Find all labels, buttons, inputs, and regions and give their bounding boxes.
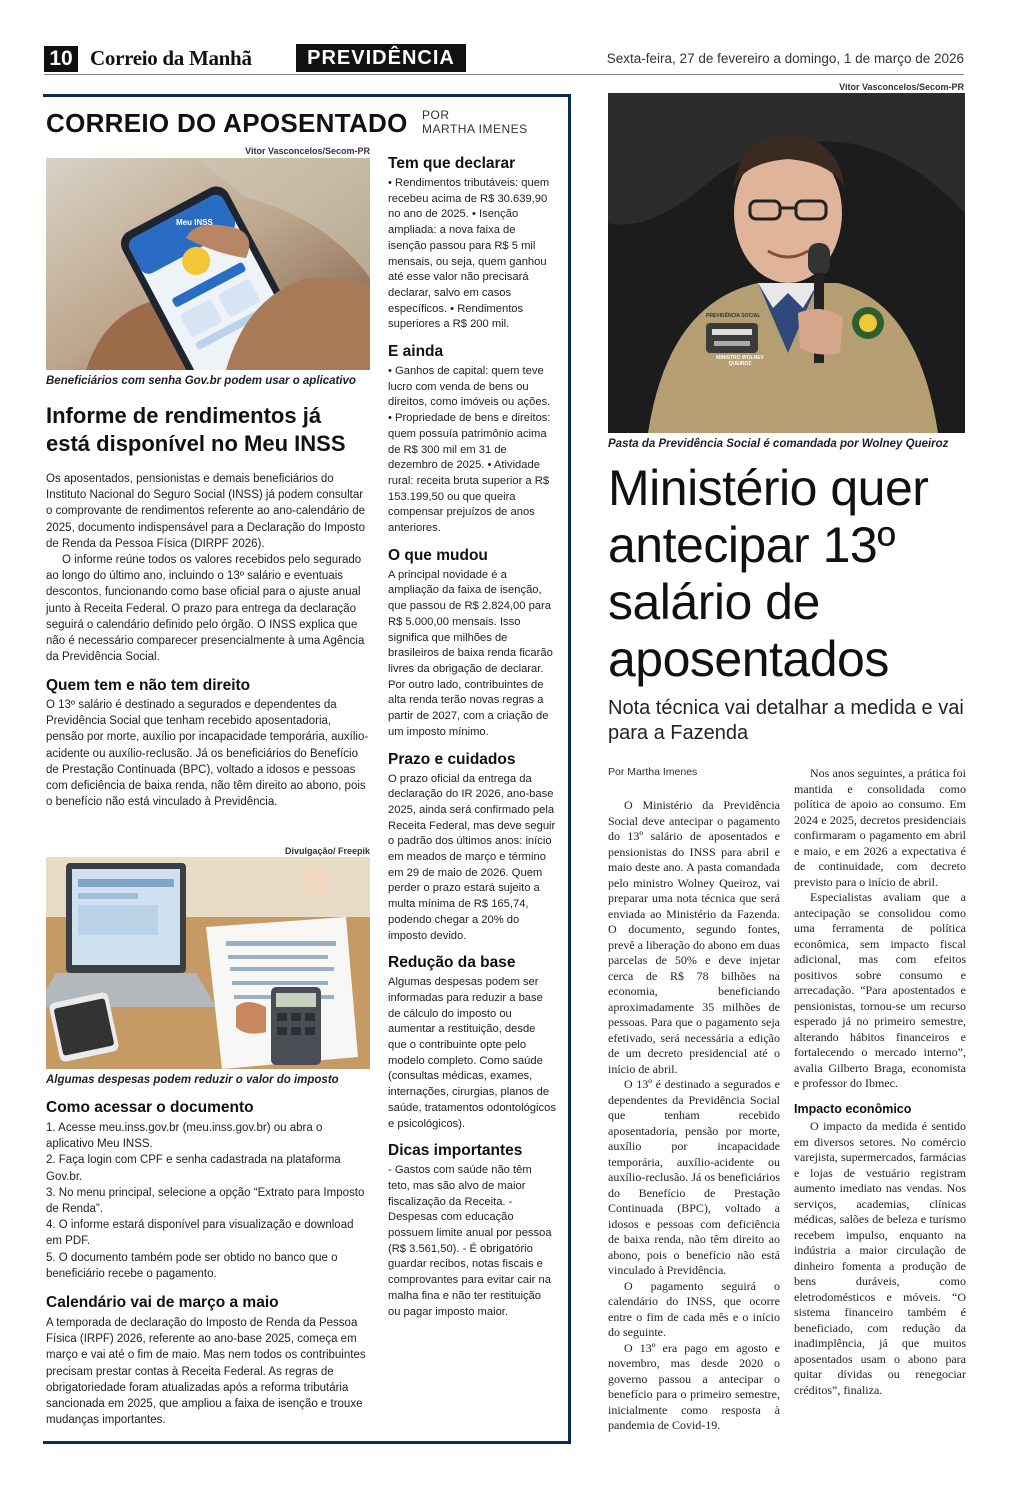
left-intro [46,471,372,665]
sidebar-column [388,155,556,1320]
sub-calendar: Calendário vai de março a maio [46,1294,279,1311]
mid-text-4: O prazo oficial da entrega da declaração do IR 2026, ano-base 2025, ainda será confirmado pela Receita Federal, mas deve seguir o padrão dos últimos anos: início em meados de março e término em 29 de maio de 2026. Quem perder o prazo estará sujeito a multa mínima de R$ 165,74, podendo chegar a 20% do imposto devido. [388,772,556,942]
sub-who-has-right: Quem tem e não tem direito [46,677,251,694]
mid-text-5: Algumas despesas podem ser informadas para reduzir a base de cálculo do imposto ou aumentar a restituição, desde que o contribuinte opte pelo modelo completo. Como saúde (consultas médicas, exames, internações, cirurgias, planos de saúde, tratamentos odontológicos e psicológicos). [388,976,556,1130]
phone-illustration [46,158,370,370]
box-top-rule [43,94,571,97]
laptop-photo [46,857,370,1069]
main-para-2: O 13º é destinado a segurados e dependentes da Previdência Social que tenham recebido aposentadoria, pensão por morte, auxílio por incapacidade temporária, auxílio-acidente ou auxílio-reclusão. Já os beneficiários do Benefício de Prestação Continuada (BPC), voltado a idosos e pessoas com deficiência de baixa renda, não têm direito ao abono, pois o benefício não está vinculado à Previdência. [608,1077,780,1277]
newspaper-name: Correio da Manhã [90,46,252,70]
vest-label: MINISTRO WOLNEY QUEIROZ [716,355,764,367]
mid-text-3: A principal novidade é a ampliação da faixa de isenção, que passou de R$ 2.824,00 para R$ 5.000,00 mensais. Isso significa que milhões de brasileiros de baixa renda ficarão livres da obrigação de declarar. Por outro lado, contribuintes de alta renda terão novas regras a partir de 2027, com a criação de um imposto mínimo. [388,568,553,738]
mid-title-4: Prazo e cuidados [388,750,516,768]
masthead-rule [44,74,964,75]
main-para-1: O Ministério da Previdência Social deve antecipar o pagamento do 13º salário de aposentados e pensionistas do INSS para abril e maio deste ano. A pasta comandada pelo ministro Wolney Queiroz, vai preparar uma nota técnica que será enviada ao Ministério da Fazenda. O documento, segundo fontes, prevê a liberação do abono em duas parcelas de 50% e deve injetar cerca de R$ 78 bilhões na economia, beneficiando aproximadamente 35 milhões de pessoas. Para que o pagamento seja efetivado, será necessária a edição de um decreto presidencial até o início de abril. [608,798,780,1076]
box-right-rule [568,94,571,1444]
main-para-5: Nos anos seguintes, a prática foi mantida e consolidada como política de apoio ao consumo. Em 2024 e 2025, decretos presidenciais confirmaram o pagamento em abril e maio, e em 2026 a expectativa é de continuidade, com decreto previsto para o início de abril. [794,766,966,889]
mid-title-6: Dicas importantes [388,1142,523,1160]
main-byline: Por Martha Imenes [608,766,698,778]
photo2-credit: Divulgação/ Freepik [284,846,370,856]
mid-title-1: Tem que declarar [388,155,516,172]
mid-title-3: O que mudou [388,546,488,564]
page-number: 10 [44,46,78,72]
who-has-right-text: O 13º salário é destinado a segurados e dependentes da Previdência Social que tenham recebido aposentadoria, pensão por morte, auxílio por incapacidade temporária, auxílio-acidente ou auxílio-reclusão. Já os beneficiários do Benefício de Prestação Continuada (BPC), voltado a idosos e pessoas com deficiência de baixa renda, não têm direito ao abono, pois o benefício não está vinculado à Previdência. [46,699,369,809]
intro-para-1: Os aposentados, pensionistas e demais beneficiários do Instituto Nacional do Seguro Social (INSS) já podem consultar o comprovante de rendimentos referente ao ano-calendário de 2025, documento indispensável para a Declaração do Imposto de Renda da Pessoa Física (DIRPF 2026). [46,473,366,550]
phone-app-label: Meu INSS [176,218,213,227]
step-5: 5. O documento também pode ser obtido no banco que o beneficiário recebe o pagamento. [46,1251,338,1280]
right-photo-credit: Vitor Vasconcelos/Secom-PR [839,82,964,92]
step-1: 1. Acesse meu.inss.gov.br (meu.inss.gov.br) ou abra o aplicativo Meu INSS. [46,1122,323,1151]
phone-photo [46,158,370,370]
column-byline [422,108,528,136]
mid-title-2: E ainda [388,343,444,361]
photo1-caption: Beneficiários com senha Gov.br podem usar o aplicativo [46,375,356,387]
main-col-2 [794,766,966,1398]
main-headline: Ministério quer antecipar 13º salário de aposentados [608,460,929,687]
mid-title-5: Redução da base [388,954,516,972]
photo1-credit: Vitor Vasconcelos/Secom-PR [245,146,370,156]
vest-badge: PREVIDÊNCIA SOCIAL [706,313,761,319]
dateline: Sexta-feira, 27 de fevereiro a domingo, 1 de março de 2026 [606,51,964,66]
main-para-4: O 13º era pago em agosto e novembro, mas desde 2020 o governo passou a antecipar o benefício para o primeiro semestre, inicialmente como resposta à pandemia de Covid-19. [608,1340,780,1432]
left-headline: Informe de rendimentos já está disponível no Meu INSS [46,403,346,456]
main-subtitle: Nota técnica vai detalhar a medida e vai para a Fazenda [608,697,964,744]
sub-how-to-access: Como acessar o documento [46,1099,254,1116]
main-col-1 [608,798,780,1434]
sub-economic-impact: Impacto econômico [794,1101,912,1116]
step-3: 3. No menu principal, selecione a opção “Extrato para Imposto de Renda”. [46,1186,365,1216]
main-para-3: O pagamento seguirá o calendário do INSS, que ocorre entre o fim de cada mês e o início do seguinte. [608,1278,780,1339]
byline-por: POR [422,108,450,122]
step-4: 4. O informe estará disponível para visualização e download em PDF. [46,1219,354,1248]
byline-author: MARTHA IMENES [422,122,528,136]
photo2-caption: Algumas despesas podem reduzir o valor do imposto [46,1074,339,1086]
mid-text-2: • Ganhos de capital: quem teve lucro com venda de bens ou direitos, como imóveis ou ações. • Propriedade de bens e direitos: quem possuía patrimônio acima de R$ 300 mil em 31 de dezembro de 2025. • Atividade rural: receita bruta superior a R$ 153.199,50 ou que queira compensar prejuízos de anos anteriores. [388,365,551,535]
box-bottom-rule [43,1441,571,1444]
column-title: CORREIO DO APOSENTADO [46,108,408,138]
minister-illustration [608,93,965,433]
laptop-illustration [46,857,370,1069]
intro-para-2: O informe reúne todos os valores recebidos pelo segurado ao longo do último ano, incluindo o 13º salário e eventuais descontos, funcionando como base oficial para o ajuste anual junto à Receita Federal. O prazo para entrega da declaração seguirá o calendário definido pelo órgão. O INSS explica que não é necessário comparecer presencialmente à uma Agência da Previdência Social. [46,554,365,664]
right-photo-caption: Pasta da Previdência Social é comandada por Wolney Queiroz [608,438,949,450]
main-para-6: Especialistas avaliam que a antecipação se consolidou como uma ferramenta de política econômica, sem impacto fiscal adicional, mas com efeitos positivos sobre consumo e arrecadação. “Para apostentados e pensionistas, tornou-se um recurso esperado já no primeiro semestre, alterando hábitos financeiros e fortalecendo o mercado interno”, avalia Gilberto Braga, economista e professor do Ibmec. [794,890,966,1090]
step-2: 2. Faça login com CPF e senha cadastrada na plataforma Gov.br. [46,1154,341,1183]
main-para-7: O impacto da medida é sentido em diversos setores. No comércio varejista, supermercados, farmácias e lojas de vestuário registram aumento imediato nas vendas. Nos serviços, academias, clínicas médicas, salões de beleza e turismo recebem impulso, enquanto na indústria a maior circulação de dinheiro fomenta a produção de bens duráveis, como eletrodomésticos e móveis. “O sistema financeiro também é beneficiado, com redução da inadimplência, já que muitos aposentados usam o abono para quitar dívidas ou renegociar créditos”, finaliza. [794,1119,966,1397]
calendar-text: A temporada de declaração do Imposto de Renda da Pessoa Física (IRPF) 2026, referente ao ano-base 2025, começa em março e vai até o fim de maio. Mas nem todos os contribuintes precisam prestar contas à Receita Federal. As regras de obrigatoriedade foram atualizadas após a reforma tributária sancionada em 2025, que ampliou a faixa de isenção e trouxe mudanças importantes. [46,1317,366,1427]
mid-text-1: • Rendimentos tributáveis: quem recebeu acima de R$ 30.639,90 no ano de 2025. • Isenção ampliada: a nova faixa de isenção passou para R$ 5 mil mensais, ou seja, quem ganhou até esse valor não precisará declarar, salvo em casos específicos. • Rendimentos superiores a R$ 200 mil. [388,177,550,331]
minister-photo [608,93,965,433]
mid-text-6: - Gastos com saúde não têm teto, mas são alvo de maior fiscalização da Receita. - Despesas com educação possuem limite anual por pessoa (R$ 3.561,50). - É obrigatório guardar recibos, notas fiscais e comprovantes para evitar cair na malha fina e não ter restituição ou pagar imposto maior. [388,1164,552,1318]
steps-list [46,1120,372,1282]
section-label: PREVIDÊNCIA [296,44,466,72]
